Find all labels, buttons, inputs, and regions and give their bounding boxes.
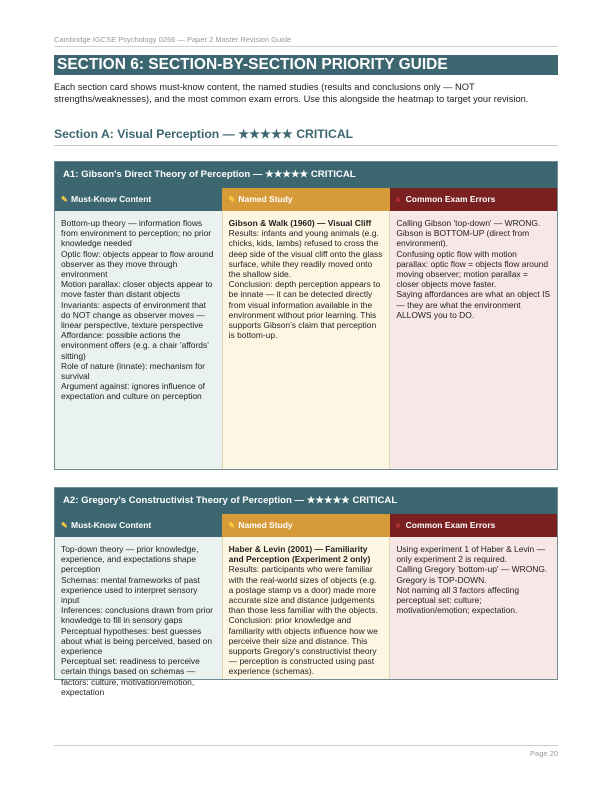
footer-divider (54, 745, 558, 746)
named-study-column (222, 537, 391, 679)
must-know-label: Must-Know Content (71, 520, 152, 530)
intro-paragraph: Each section card shows must-know content, the named studies (results and conclusions only — NOT strengths/weaknesses), and the most common exam errors. Use this alongside the heatmap to target your revision. (54, 82, 529, 104)
study-results: Results: participants who were familiar with the real-world sizes of objects (e.g. a postage stamp vs a door) made more accurate size and distance judgements than those less familiar with the objects. (228, 564, 378, 616)
exam-errors-header (390, 188, 557, 211)
list-item: Bottom-up theory — information flows from environment to perception; no prior knowledge needed (61, 218, 212, 249)
square-icon: ■ (395, 521, 401, 530)
page-number: Page 20 (530, 749, 558, 758)
pin-icon: ✎ (228, 521, 236, 530)
list-item: Saying affordances are what an object IS — they are what the environment ALLOWS you to DO. (396, 289, 551, 320)
must-know-header (55, 514, 222, 537)
list-item: Calling Gregory 'bottom-up' — WRONG. Gregory is TOP-DOWN. (396, 564, 548, 585)
running-header: Cambridge IGCSE Psychology 0266 — Paper 2 Master Revision Guide (54, 35, 292, 44)
exam-errors-label: Common Exam Errors (405, 194, 496, 204)
named-study-label: Named Study (238, 520, 293, 530)
card-title: A2: Gregory's Constructivist Theory of Perception — ★★★★★ CRITICAL (55, 488, 557, 514)
must-know-label: Must-Know Content (71, 194, 152, 204)
list-item: Role of nature (innate): mechanism for survival (61, 360, 205, 382)
list-item: Not naming all 3 factors affecting perceptual set: culture; motivation/emotion; expectation. (396, 584, 520, 616)
exam-errors-column (390, 537, 557, 679)
list-item: Perceptual hypotheses: best guesses about what is being perceived, based on experience (61, 625, 213, 657)
must-know-column (55, 537, 222, 697)
list-item: Perceptual set: readiness to perceive certain things based on schemas — factors: culture, motivation/emotion, expectation (61, 656, 200, 697)
named-study-label: Named Study (238, 194, 293, 204)
named-study-header (222, 188, 389, 211)
list-item: Top-down theory — prior knowledge, experience, and expectations shape perception (61, 544, 199, 575)
list-item: Optic flow: objects appear to flow around observer as they move through environment (61, 248, 214, 280)
study-name: Haber & Levin (2001) — Familiarity and Perception (Experiment 2 only) (228, 544, 371, 565)
list-item: Schemas: mental frameworks of past experience used to interpret sensory input (61, 574, 200, 606)
column-headers (55, 188, 557, 211)
exam-errors-label: Common Exam Errors (405, 520, 496, 530)
subsection-divider (54, 145, 558, 146)
pin-icon: ✎ (61, 195, 68, 204)
card-title: A1: Gibson's Direct Theory of Perception — ★★★★★ CRITICAL (55, 162, 557, 188)
must-know-column (55, 211, 222, 469)
study-results: Results: infants and young animals (e.g. chicks, kids, lambs) refused to cross the deep side of the visual cliff onto the glass surface, while they readily moved onto the shallow side. (228, 228, 383, 280)
square-icon: ■ (395, 195, 401, 204)
list-item: Motion parallax: closer objects appear to move faster than distant objects (61, 279, 213, 300)
header-divider (54, 46, 558, 47)
column-headers (55, 514, 557, 537)
card-a1 (54, 161, 558, 470)
list-item: Affordance: possible actions the environment offers (e.g. a chair 'affords' sitting) (61, 330, 209, 361)
list-item: Confusing optic flow with motion parallax: optic flow = objects flow around moving observer; motion parallax = closer objects move faster. (396, 248, 549, 290)
named-study-column (222, 211, 391, 469)
subsection-title: Section A: Visual Perception — ★★★★★ CRITICAL (54, 127, 354, 141)
pin-icon: ✎ (61, 521, 68, 530)
list-item: Inferences: conclusions drawn from prior knowledge to fill in sensory gaps (61, 605, 213, 626)
exam-errors-column (390, 211, 557, 469)
pin-icon: ✎ (228, 195, 236, 204)
card-a2 (54, 487, 558, 697)
named-study-header (222, 514, 389, 537)
study-conclusion: Conclusion: depth perception appears to be innate — it can be detected directly from visual information available in the environment without prior learning. This supports Gibson's claim that perception is bottom-up. (228, 279, 381, 341)
must-know-header (55, 188, 222, 211)
study-name: Gibson & Walk (1960) — Visual Cliff (228, 218, 372, 228)
list-item: Calling Gibson 'top-down' — WRONG. Gibson is BOTTOM-UP (direct from environment). (396, 218, 541, 249)
exam-errors-header (390, 514, 557, 537)
list-item: Argument against: ignores influence of expectation and culture on perception (61, 381, 205, 402)
study-conclusion: Conclusion: prior knowledge and familiarity with objects influence how we perceive their size and distance. This supports Gregory's constructivist theory — perception is constructed using past experience (schemas). (228, 615, 378, 677)
section-title: SECTION 6: SECTION-BY-SECTION PRIORITY GUIDE (54, 55, 558, 75)
list-item: Invariants: aspects of environment that do NOT change as observer moves — linear perspective, texture perspective (61, 299, 206, 331)
list-item: Using experiment 1 of Haber & Levin — only experiment 2 is required. (396, 544, 546, 565)
